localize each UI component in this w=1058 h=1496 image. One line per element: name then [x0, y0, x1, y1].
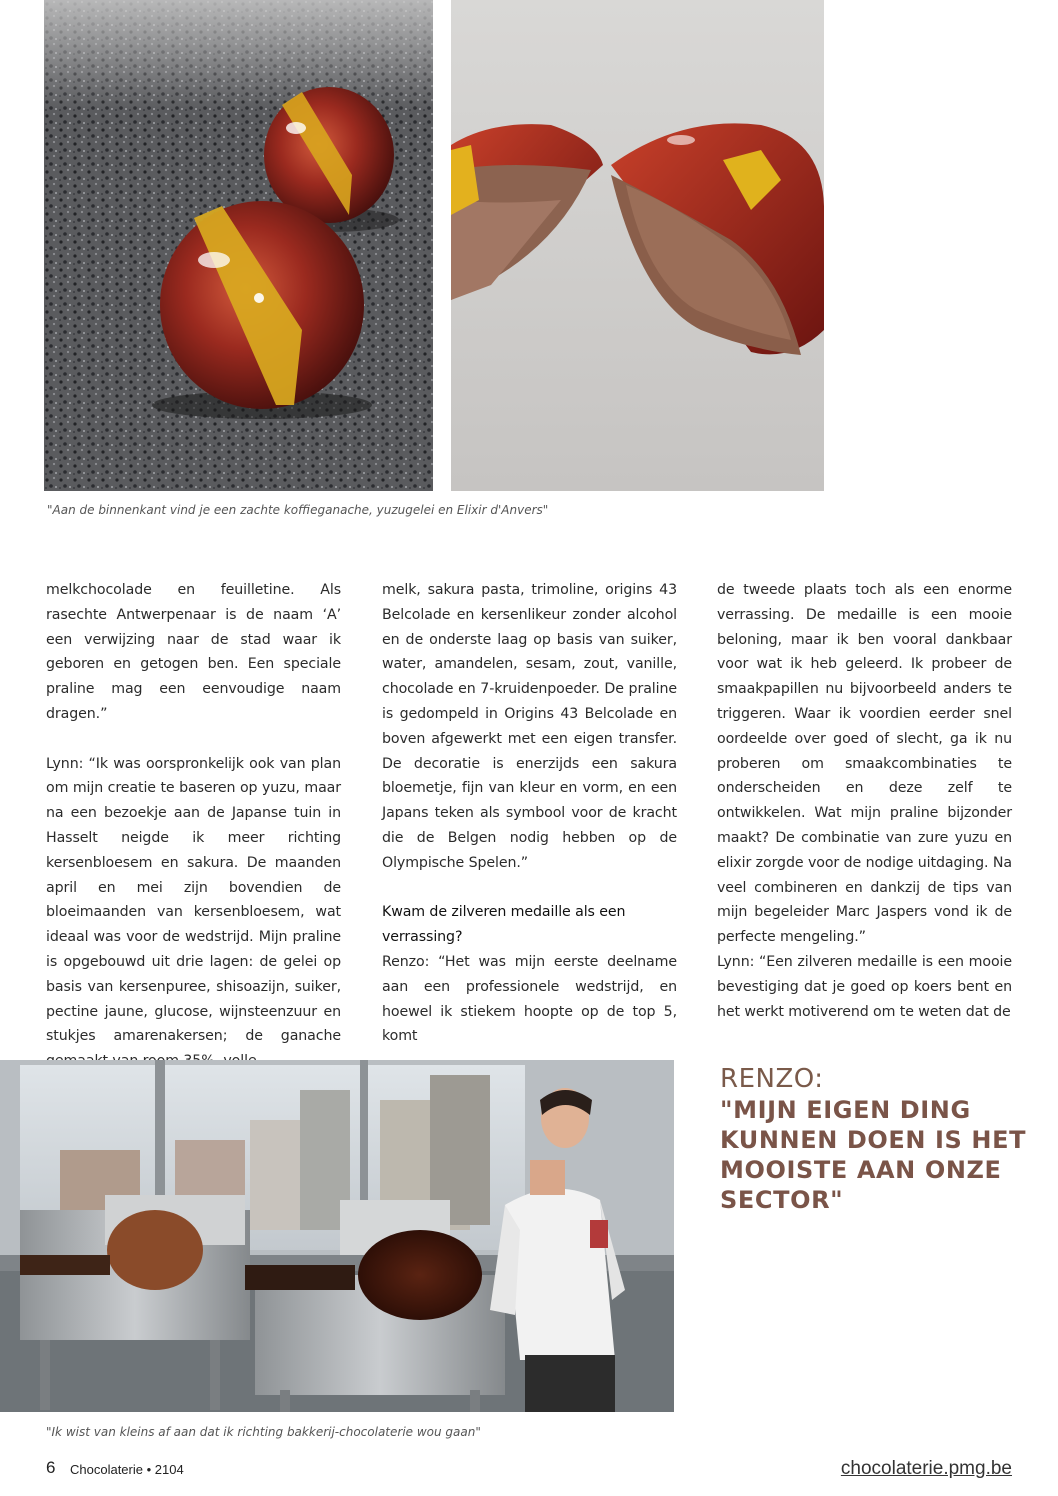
article-paragraph: melkchocolade en feuilletine. Als rasechte Antwerpenaar is de naam ‘A’ een verwijzing naar de stad waar ik geboren en getogen ben. Een speciale praline mag een eenvoudige naam dragen.”	[46, 582, 341, 722]
article-paragraph: melk, sakura pasta, trimoline, origins 43 Belcolade en kersenlikeur zonder alcohol en de onderste laag op basis van suiker, water, amandelen, sesam, zout, vanille, chocolade en 7-kruidenpoeder. De praline is gedompeld in Origins 43 Belcolade en boven afgewerkt met een eigen transfer. De decoratie is enerzijds een sakura bloemetje, fijn van kleur en vorm, en een Japans teken als symbool voor de kracht die de Belgen nodig hebben op de Olympische Spelen.”	[382, 582, 677, 871]
page-number: 6	[46, 1458, 56, 1477]
quote-speaker: RENZO:	[720, 1064, 824, 1094]
website-link[interactable]: chocolaterie.pmg.be	[840, 1458, 1012, 1479]
article-column-3	[717, 578, 1012, 1024]
pralines-photo	[44, 0, 433, 491]
quote-text: "MIJN EIGEN DING KUNNEN DOEN IS HET MOOISTE AAN ONZE SECTOR"	[720, 1096, 1027, 1214]
article-paragraph: Lynn: “Een zilveren medaille is een mooie bevestiging dat je goed op koers bent en het werkt motiverend om te weten dat de	[717, 953, 1012, 1020]
magazine-issue: Chocolaterie • 2104	[70, 1462, 184, 1477]
article-column-1	[46, 578, 341, 1074]
article-column-2	[382, 578, 677, 1049]
bottom-photo-caption: "Ik wist van kleins af aan dat ik richting bakkerij-chocolaterie wou gaan"	[46, 1425, 481, 1439]
article-paragraph: Renzo: “Het was mijn eerste deelname aan een professionele wedstrijd, en hoewel ik stiekem hoopte op de top 5, komt	[382, 953, 677, 1045]
interview-question: Kwam de zilveren medaille als een verrassing?	[382, 904, 626, 946]
pull-quote	[720, 1064, 1040, 1215]
cut-praline-photo	[451, 0, 824, 491]
chef-photo	[0, 1060, 674, 1412]
top-photo-caption: "Aan de binnenkant vind je een zachte koffieganache, yuzugelei en Elixir d'Anvers"	[47, 503, 549, 517]
article-paragraph: Lynn: “Ik was oorspronkelijk ook van plan om mijn creatie te baseren op yuzu, maar na een bezoekje aan de Japanse tuin in Hasselt neigde ik meer richting kersenbloesem en sakura. De maanden april en mei zijn bovendien de bloeimaanden van kersenbloesem, wat ideaal was voor de wedstrijd. Mijn praline is opgebouwd uit drie lagen: de gelei op basis van kersenpuree, shisoazijn, suiker, pectine jaune, glucose, wijnsteenzuur en stukjes amarenakersen; de ganache	[46, 755, 341, 1045]
article-paragraph: de tweede plaats toch als een enorme verrassing. De medaille is een mooie beloning, maar ik ben vooral dankbaar voor wat ik heb geleerd. Ik probeer de smaakpapillen nu bijvoorbeeld anders te triggeren. Waar ik voordien eerder snel oordeelde over goed of slecht, ga ik nu proberen om smaakcombinaties te onderscheiden en deze zelf te ontwikkelen. Wat mijn praline bijzonder maakt? De combinatie van zure yuzu en elixir zorgde voor de nodige uitdaging. Na veel combineren en dankzij de tips van mijn begeleider Marc Jaspers vond ik de perfecte mengeling.”	[717, 582, 1012, 946]
